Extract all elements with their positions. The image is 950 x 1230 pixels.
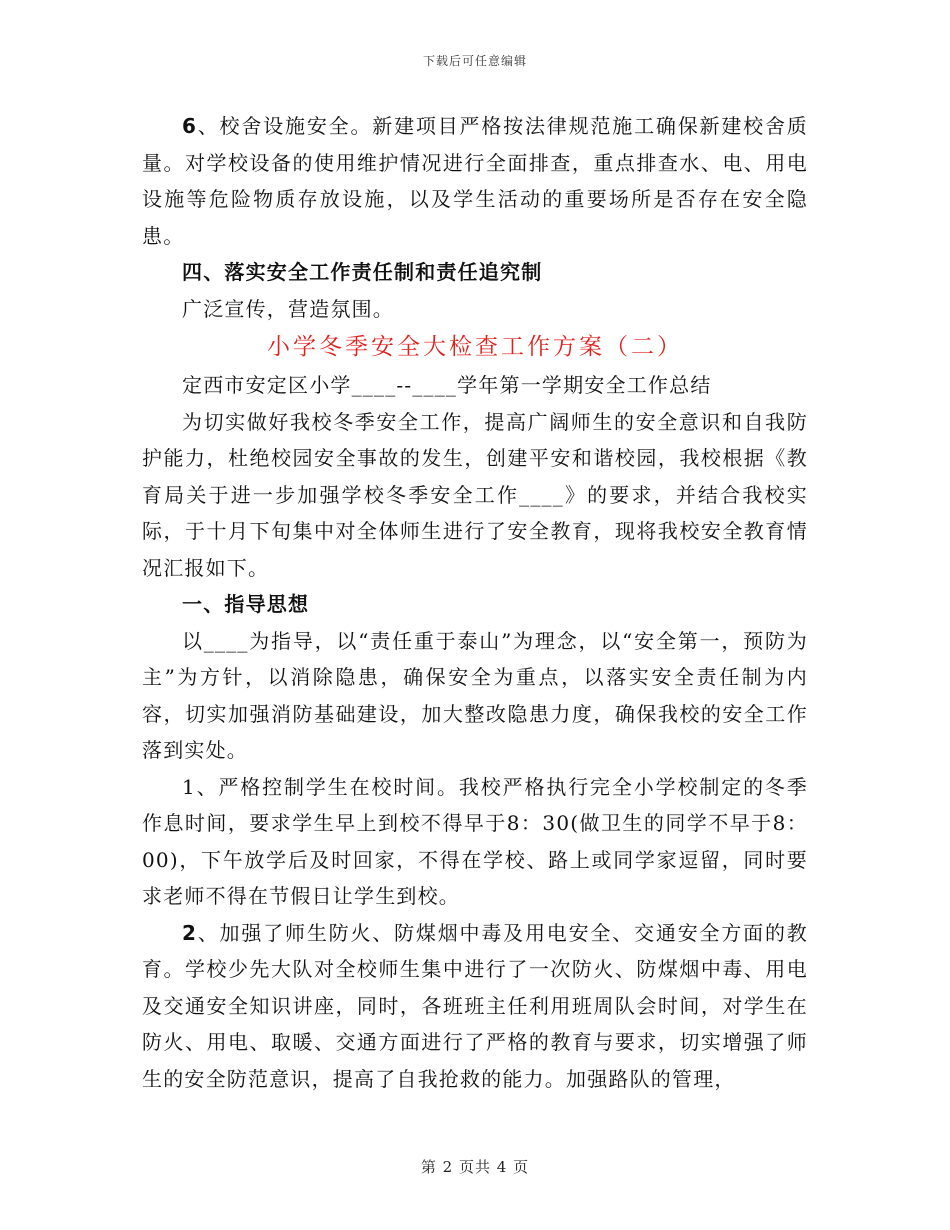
paragraph-text: 、校舍设施安全。新建项目严格按法律规范施工确保新建校舍质量。对学校设备的使用维护情况进行全面排查，重点排查水、电、用电设施等危险物质存放设施，以及学生活动的重要场所是否存在安全隐患。 xyxy=(142,114,808,248)
paragraph-guiding-idea: 以____为指导，以“责任重于泰山”为理念，以“安全第一，预防为主”为方针，以消除隐患，确保安全为重点，以落实安全责任制为内容，切实加强消防基础建设，加大整改隐患力度，确保我校的安全工作落到实处。 xyxy=(142,628,808,762)
paragraph-text: 、加强了师生防火、防煤烟中毒及用电安全、交通安全方面的教育。学校少先大队对全校师生集中进行了一次防火、防煤烟中毒、用电及交通安全知识讲座，同时，各班班主任利用班周队会时间，对学生在防火、用电、取暖、交通方面进行了严格的教育与要求，切实增强了师生的安全防范意识，提高了自我抢救的能力。加强路队的管理， xyxy=(142,920,808,1091)
document-title: 小学冬季安全大检查工作方案（二） xyxy=(267,334,683,360)
paragraph-introduction: 为切实做好我校冬季安全工作，提高广阔师生的安全意识和自我防护能力，杜绝校园安全事故的发生，创建平安和谐校园，我校根据《教育局关于进一步加强学校冬季安全工作____》的要求，并结合我校实际，于十月下旬集中对全体师生进行了安全教育，现将我校安全教育情况汇报如下。 xyxy=(142,409,808,580)
page-header-note: 下载后可任意编辑 xyxy=(422,54,527,68)
paragraph-fire-safety-education xyxy=(142,915,808,1098)
document-body xyxy=(142,108,808,1097)
section-heading-responsibility: 四、落实安全工作责任制和责任追究制 xyxy=(182,260,543,284)
section-heading-guiding-idea: 一、指导思想 xyxy=(182,592,310,616)
paragraph-school-facilities xyxy=(142,108,808,254)
paragraph-subtitle-summary: 定西市安定区小学____--____学年第一学期安全工作总结 xyxy=(182,373,712,397)
paragraph-school-time-control: 1、严格控制学生在校时间。我校严格执行完全小学校制定的冬季作息时间，要求学生早上到校不得早于8：30(做卫生的同学不早于8：00)，下午放学后及时回家，不得在学校、路上或同学家逗留，同时要求老师不得在节假日让学生到校。 xyxy=(142,774,808,908)
page-footer-page-number: 第 2 页共 4 页 xyxy=(420,1158,530,1176)
paragraph-number: 2 xyxy=(182,920,198,945)
paragraph-publicity: 广泛宣传，营造氛围。 xyxy=(182,296,394,321)
paragraph-number: 6 xyxy=(182,114,198,138)
